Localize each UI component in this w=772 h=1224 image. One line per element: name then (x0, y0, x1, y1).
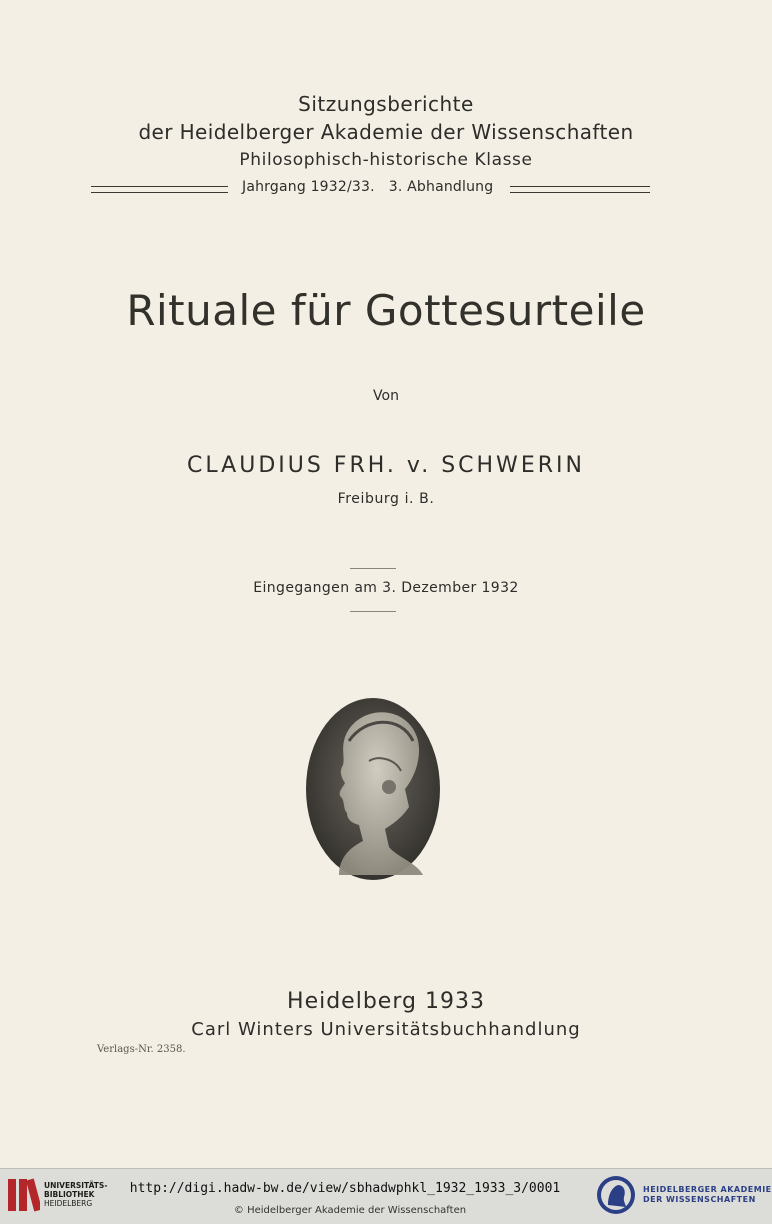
series-title: Sitzungsberichte (298, 92, 474, 116)
academy-line2: DER WISSENSCHAFTEN (643, 1195, 756, 1204)
academy-line1: HEIDELBERGER AKADEMIE (643, 1185, 772, 1194)
author-place: Freiburg i. B. (337, 491, 435, 507)
author-name: CLAUDIUS FRH. v. SCHWERIN (187, 453, 585, 478)
book-title: Rituale für Gottesurteile (126, 286, 646, 335)
viewer-footer (0, 1168, 772, 1224)
double-rule-right (510, 186, 650, 193)
double-rule-left (91, 186, 228, 193)
series-class: Philosophisch-historische Klasse (239, 150, 533, 170)
athena-cameo-emblem-icon (305, 697, 441, 881)
library-line3: HEIDELBERG (44, 1199, 93, 1208)
library-line2: BIBLIOTHEK (44, 1190, 95, 1199)
copyright-notice: © Heidelberger Akademie der Wissenschaften (233, 1205, 467, 1216)
library-line1: UNIVERSITÄTS- (44, 1181, 108, 1190)
by-label: Von (373, 388, 399, 404)
permalink-url[interactable]: http://digi.hadw-bw.de/view/sbhadwphkl_1932_1933_3/0001 (129, 1181, 561, 1196)
publication-place-year: Heidelberg 1933 (287, 989, 485, 1014)
series-academy: der Heidelberger Akademie der Wissenschaften (138, 120, 634, 144)
divider-bottom (350, 611, 396, 612)
publisher-number: Verlags-Nr. 2358. (97, 1044, 186, 1055)
publisher: Carl Winters Universitätsbuchhandlung (191, 1019, 581, 1040)
received-date: Eingegangen am 3. Dezember 1932 (253, 580, 519, 596)
academy-seal-logo-icon[interactable] (596, 1175, 636, 1215)
issue-info: Jahrgang 1932/33. 3. Abhandlung (242, 179, 494, 195)
academy-name[interactable] (643, 1185, 772, 1205)
divider-top (350, 568, 396, 569)
